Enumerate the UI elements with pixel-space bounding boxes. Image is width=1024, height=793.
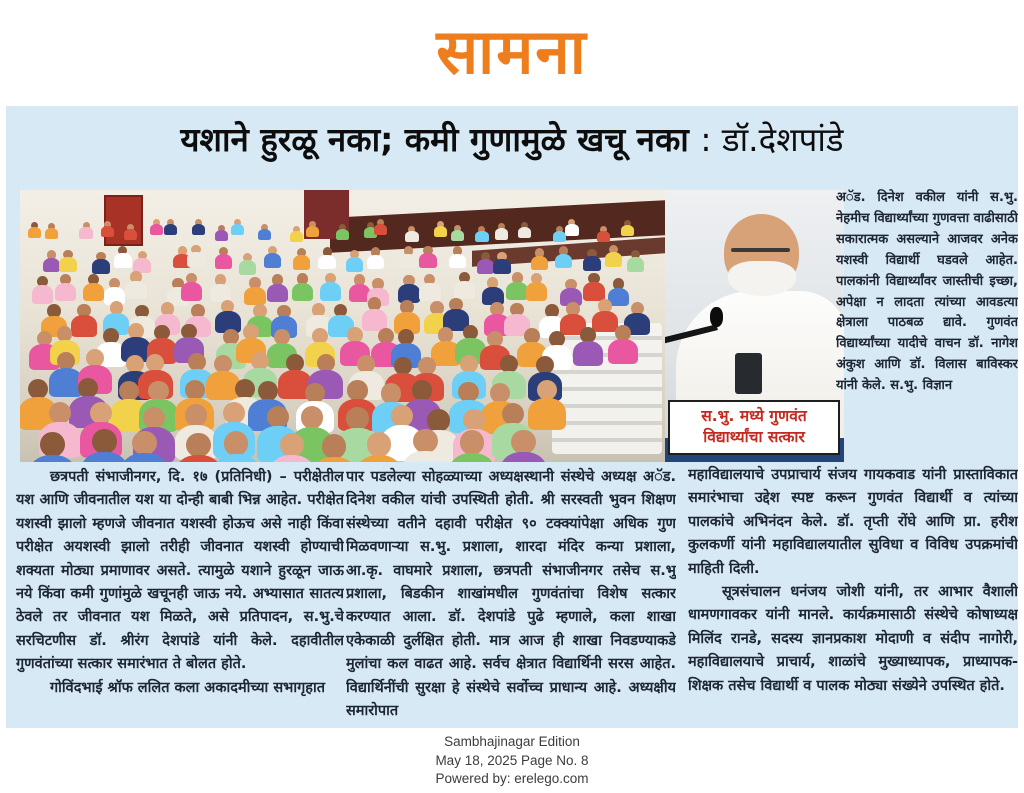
footer-edition: Sambhajinagar Edition	[444, 734, 580, 750]
masthead-title: सामना	[436, 15, 588, 88]
speaker-beard	[728, 261, 796, 296]
footer-powered-by: Powered by: erelego.com	[435, 771, 589, 787]
column3-paragraph-1: महाविद्यालयाचे उपप्राचार्य संजय गायकवाड यांनी प्रास्ताविकात समारंभाचा उद्देश स्पष्ट करून गुणवंत विद्यार्थी व त्यांच्या पालकांचे अभिनंदन केले. डॉ. तृप्ती रोंघे आणि प्रा. हरीश कुलकर्णी यांनी महाविद्यालयातील सुविधा व विविध उपक्रमांची माहिती दिली.	[688, 467, 1018, 577]
footer-date-page: May 18, 2025 Page No. 8	[435, 752, 589, 768]
headline-separator: :	[700, 120, 712, 159]
photo-caption-line1: स.भु. मध्ये गुणवंत	[701, 407, 807, 426]
article-column-3-top	[836, 188, 1018, 464]
article-column-3-bottom	[688, 464, 1018, 728]
photo-caption	[668, 400, 840, 455]
column3-top-paragraph: अॅड. दिनेश वकील यांनी स.भु. नेहमीच विद्यार्थ्यांच्या गुणवत्ता वाढीसाठी सकारात्मक असल्याने आजवर अनेक यशस्वी विद्यार्थी घडवले आहेत. पालकांनी विद्यार्थ्यांवर जास्तीची इच्छा, अपेक्षा न लादता त्यांच्या आवडत्या क्षेत्राला पाठबळ द्यावे. गुणवंत विद्यार्थ्यांच्या यादीचे वाचन डॉ. नागेश अंकुश आणि डॉ. विलास बाविस्कर यांनी केले. स.भु. विज्ञान	[836, 190, 1018, 394]
masthead	[0, 8, 1024, 92]
speaker-photo	[665, 190, 844, 462]
speaker-pocket-phone	[735, 353, 762, 394]
headline-main: यशाने हुरळू नका; कमी गुणामुळे खचू नका	[180, 120, 689, 159]
article-column-1	[16, 466, 344, 728]
footer	[0, 733, 1024, 789]
column3-paragraph-2: सूत्रसंचालन धनंजय जोशी यांनी, तर आभार वैशाली धामणगावकर यांनी मानले. कार्यक्रमासाठी संस्थेचे कोषाध्यक्ष मिलिंद रानडे, सदस्य ज्ञानप्रकाश मोदाणी व संदीप नागोरी, महाविद्यालयाचे प्राचार्य, शाळांचे मुख्याध्यापक, प्राध्यापक-शिक्षक तसेच विद्यार्थी व पालक मोठ्या संख्येने उपस्थित होते.	[688, 584, 1018, 694]
column1-paragraph-1: छत्रपती संभाजीनगर, दि. १७ (प्रतिनिधी) – परीक्षेतील यश आणि जीवनातील यश या दोन्ही बाबी भिन्न आहेत. परीक्षेत यशस्वी झालो म्हणजे जीवनात यशस्वी होऊच असे नाही किंवा परीक्षेत अयशस्वी झालो तरीही जीवनात यशस्वी होण्याची शक्यता मोठ्या प्रमाणावर असते. त्यामुळे यशाने हुरळून जाऊ नये किंवा कमी गुणांमुळे खचूनही जाऊ नये. अभ्यासात सातत्य ठेवले तर जीवनात यश मिळते, असे प्रतिपादन, स.भु.चे सरचिटणीस डॉ. श्रीरंग देशपांडे यांनी केले. दहावीतील गुणवंतांच्या सत्कार समारंभात ते बोलत होते.	[16, 469, 344, 673]
article-panel	[6, 106, 1018, 728]
headline-attribution: डॉ.देशपांडे	[721, 120, 844, 159]
headline	[6, 116, 1018, 161]
audience-crowd	[20, 190, 665, 462]
photo-caption-line2: विद्यार्थ्यांचा सत्कार	[703, 428, 805, 447]
column2-paragraph-1: पार पडलेल्या सोहळ्याच्या अध्यक्षस्थानी संस्थेचे अध्यक्ष अॅड. दिनेश वकील यांची उपस्थिती होती. श्री सरस्वती भुवन शिक्षण संस्थेच्या वतीने दहावी परीक्षेत ९० टक्क्यांपेक्षा अधिक गुण मिळवणाऱ्या स.भु. प्रशाला, शारदा मंदिर कन्या प्रशाला, आ.कृ. वाघमारे प्रशाला, छत्रपती संभाजीनगर तसेच स.भु प्रशाला, बिडकीन शाखांमधील गुणवंतांचा विशेष सत्कार करण्यात आला. डॉ. देशपांडे पुढे म्हणाले, कला शाखा एकेकाळी दुर्लक्षित होती. मात्र आज ही शाखा निवडण्याकडे मुलांचा कल वाढत आहे. सर्वच क्षेत्रात विद्यार्थिनी सरस आहेत. विद्यार्थिनींची सुरक्षा हे संस्थेचे सर्वोच्च प्राधान्य आहे. अध्यक्षीय समारोपात	[346, 469, 676, 720]
column1-paragraph-2: गोविंदभाई श्रॉफ ललित कला अकादमीच्या सभागृहात	[50, 679, 325, 696]
audience-photo	[20, 190, 665, 462]
article-column-2	[346, 466, 676, 728]
photo-strip	[20, 190, 844, 462]
microphone-icon	[710, 307, 723, 327]
speaker-glasses	[731, 248, 790, 252]
